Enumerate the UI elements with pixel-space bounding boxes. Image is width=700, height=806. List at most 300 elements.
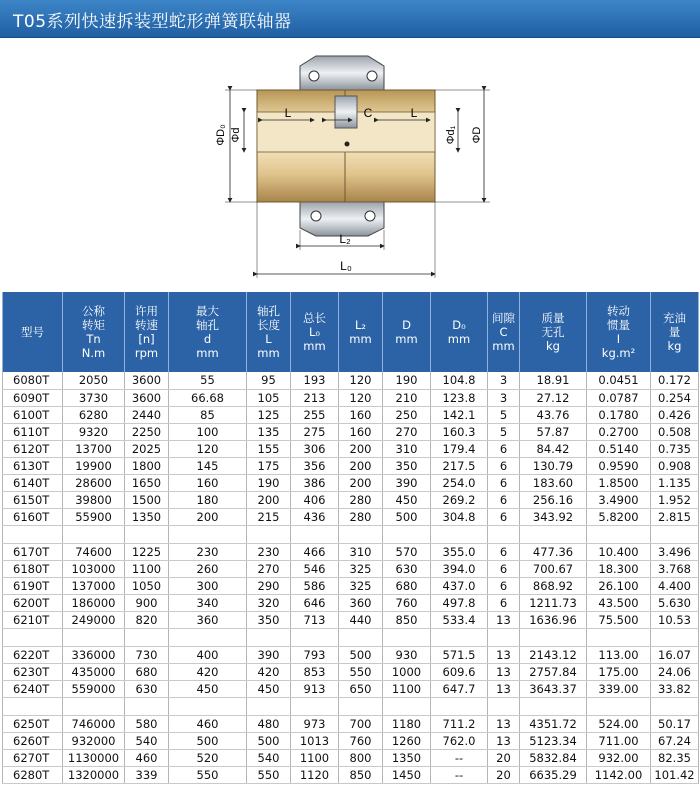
column-header-line: mm: [492, 339, 515, 353]
table-cell: 435000: [63, 663, 125, 680]
column-header-line: D₀: [452, 318, 466, 332]
spacer-cell: [651, 697, 699, 715]
table-cell: 647.7: [431, 680, 488, 697]
spacer-cell: [169, 697, 247, 715]
table-cell: 6: [488, 577, 520, 594]
table-cell: 2250: [125, 423, 169, 440]
table-cell: 868.92: [520, 577, 587, 594]
table-cell: 350: [247, 611, 291, 628]
table-cell: 793: [291, 646, 339, 663]
table-row: [3, 508, 699, 525]
table-cell: 9320: [63, 423, 125, 440]
table-cell: 609.6: [431, 663, 488, 680]
table-cell: 1260: [383, 732, 431, 749]
table-cell: 0.426: [651, 406, 699, 423]
column-header-line: 轴孔: [257, 304, 280, 318]
model-cell: 6220T: [3, 646, 63, 663]
table-cell: 210: [383, 389, 431, 406]
table-cell: 3600: [125, 389, 169, 406]
column-header-line: mm: [395, 332, 418, 346]
group-spacer-row: [3, 628, 699, 646]
table-cell: 540: [125, 732, 169, 749]
table-row: [3, 749, 699, 766]
table-cell: 3.768: [651, 560, 699, 577]
table-cell: 155: [247, 440, 291, 457]
table-cell: 183.60: [520, 474, 587, 491]
table-cell: 320: [247, 594, 291, 611]
spacer-cell: [488, 697, 520, 715]
model-cell: 6260T: [3, 732, 63, 749]
column-header-line: D: [402, 318, 411, 332]
table-cell: 343.92: [520, 508, 587, 525]
table-row: [3, 474, 699, 491]
spacer-cell: [291, 697, 339, 715]
column-header-line: 转矩: [82, 318, 105, 332]
table-cell: 0.508: [651, 423, 699, 440]
table-cell: 55900: [63, 508, 125, 525]
table-cell: 460: [169, 715, 247, 732]
table-cell: 57.87: [520, 423, 587, 440]
table-cell: 540: [247, 749, 291, 766]
table-cell: 524.00: [587, 715, 651, 732]
spacer-cell: [488, 525, 520, 543]
dim-label-l-left: L: [284, 106, 292, 120]
spacer-cell: [63, 697, 125, 715]
model-cell: 6130T: [3, 457, 63, 474]
table-cell: 580: [125, 715, 169, 732]
table-cell: 0.9590: [587, 457, 651, 474]
table-cell: 1130000: [63, 749, 125, 766]
column-header: [169, 292, 247, 372]
table-cell: 1800: [125, 457, 169, 474]
table-cell: 713: [291, 611, 339, 628]
table-cell: 0.1780: [587, 406, 651, 423]
table-cell: 123.8: [431, 389, 488, 406]
column-header-line: [n]: [138, 332, 155, 346]
table-cell: 762.0: [431, 732, 488, 749]
table-cell: 500: [169, 732, 247, 749]
column-header-line: 无孔: [541, 325, 565, 339]
table-cell: 0.735: [651, 440, 699, 457]
bolt-bottom-left: [311, 211, 321, 221]
spacer-cell: [125, 697, 169, 715]
table-cell: 450: [247, 680, 291, 697]
column-header-line: mm: [196, 346, 219, 360]
table-cell: 1500: [125, 491, 169, 508]
table-cell: 74600: [63, 543, 125, 560]
table-cell: 5.8200: [587, 508, 651, 525]
table-cell: 310: [339, 543, 383, 560]
table-cell: 1013: [291, 732, 339, 749]
table-cell: 85: [169, 406, 247, 423]
table-cell: 853: [291, 663, 339, 680]
column-header-line: 转动: [607, 304, 630, 318]
dim-label-d0: ΦD₀: [215, 124, 227, 146]
table-cell: 6: [488, 543, 520, 560]
table-cell: --: [431, 749, 488, 766]
table-cell: 0.5140: [587, 440, 651, 457]
table-cell: 360: [339, 594, 383, 611]
table-cell: 1100: [383, 680, 431, 697]
table-cell: 249000: [63, 611, 125, 628]
table-cell: 39800: [63, 491, 125, 508]
table-cell: 13: [488, 732, 520, 749]
table-cell: 10.400: [587, 543, 651, 560]
table-cell: 630: [125, 680, 169, 697]
table-cell: 3730: [63, 389, 125, 406]
table-cell: 1.952: [651, 491, 699, 508]
model-cell: 6250T: [3, 715, 63, 732]
table-cell: 533.4: [431, 611, 488, 628]
table-cell: 386: [291, 474, 339, 491]
table-cell: 0.908: [651, 457, 699, 474]
table-cell: 230: [247, 543, 291, 560]
table-cell: 356: [291, 457, 339, 474]
column-header-line: 最大: [196, 304, 219, 318]
table-cell: 680: [125, 663, 169, 680]
table-cell: 5.630: [651, 594, 699, 611]
table-cell: 700.67: [520, 560, 587, 577]
table-row: [3, 423, 699, 440]
table-cell: 6635.29: [520, 766, 587, 783]
table-cell: 850: [383, 611, 431, 628]
table-cell: 179.4: [431, 440, 488, 457]
table-row: [3, 663, 699, 680]
table-cell: 700: [339, 715, 383, 732]
spacer-cell: [169, 525, 247, 543]
table-cell: 466: [291, 543, 339, 560]
table-cell: 230: [169, 543, 247, 560]
page-title: T05系列快速拆装型蛇形弹簧联轴器: [13, 12, 292, 32]
table-cell: 650: [339, 680, 383, 697]
table-cell: 2143.12: [520, 646, 587, 663]
table-cell: 13: [488, 663, 520, 680]
table-row: [3, 732, 699, 749]
table-cell: 339.00: [587, 680, 651, 697]
table-cell: 500: [383, 508, 431, 525]
model-cell: 6190T: [3, 577, 63, 594]
table-row: [3, 611, 699, 628]
table-cell: 200: [339, 457, 383, 474]
table-cell: 120: [339, 372, 383, 389]
table-cell: 480: [247, 715, 291, 732]
table-cell: 125: [247, 406, 291, 423]
table-cell: 6: [488, 560, 520, 577]
table-cell: 18.91: [520, 372, 587, 389]
table-cell: 746000: [63, 715, 125, 732]
spacer-cell: [291, 525, 339, 543]
table-cell: 420: [247, 663, 291, 680]
table-cell: 269.2: [431, 491, 488, 508]
column-header-line: kg: [667, 339, 682, 353]
table-row: [3, 406, 699, 423]
table-cell: 680: [383, 577, 431, 594]
table-cell: 6: [488, 440, 520, 457]
table-cell: 350: [383, 457, 431, 474]
table-row: [3, 440, 699, 457]
table-cell: 120: [169, 440, 247, 457]
spacer-cell: [651, 628, 699, 646]
model-cell: 6150T: [3, 491, 63, 508]
table-cell: 6: [488, 491, 520, 508]
table-cell: 1350: [125, 508, 169, 525]
table-cell: 5832.84: [520, 749, 587, 766]
table-cell: 5123.34: [520, 732, 587, 749]
table-cell: 16.07: [651, 646, 699, 663]
spacer-cell: [63, 628, 125, 646]
table-cell: 360: [169, 611, 247, 628]
spacer-cell: [247, 628, 291, 646]
table-cell: 13: [488, 611, 520, 628]
column-header: [3, 292, 63, 372]
table-cell: 1180: [383, 715, 431, 732]
model-cell: 6110T: [3, 423, 63, 440]
table-cell: 120: [339, 389, 383, 406]
table-cell: 103000: [63, 560, 125, 577]
column-header-line: mm: [349, 332, 372, 346]
table-row: [3, 543, 699, 560]
spec-table: [2, 292, 699, 784]
column-header: [125, 292, 169, 372]
spacer-cell: [587, 525, 651, 543]
table-cell: 10.53: [651, 611, 699, 628]
table-cell: 95: [247, 372, 291, 389]
table-cell: 186000: [63, 594, 125, 611]
spacer-cell: [125, 525, 169, 543]
column-header-line: Tn: [86, 332, 101, 346]
spacer-cell: [169, 628, 247, 646]
column-header-line: 充油: [663, 311, 686, 325]
spacer-cell: [520, 628, 587, 646]
column-header: [431, 292, 488, 372]
table-cell: 100: [169, 423, 247, 440]
spacer-cell: [339, 697, 383, 715]
spacer-cell: [587, 628, 651, 646]
spacer-cell: [247, 697, 291, 715]
table-cell: 440: [339, 611, 383, 628]
column-header-line: I: [616, 332, 621, 346]
table-cell: 0.2700: [587, 423, 651, 440]
table-cell: 2757.84: [520, 663, 587, 680]
column-header: [651, 292, 699, 372]
table-cell: 336000: [63, 646, 125, 663]
table-cell: 160: [339, 406, 383, 423]
table-cell: 101.42: [651, 766, 699, 783]
table-cell: 550: [339, 663, 383, 680]
column-header-line: 转速: [135, 318, 158, 332]
table-cell: 930: [383, 646, 431, 663]
table-cell: 3.4900: [587, 491, 651, 508]
column-header-line: 间隙: [492, 311, 515, 325]
table-cell: 0.254: [651, 389, 699, 406]
grid-spring: [335, 96, 357, 128]
table-cell: 13: [488, 646, 520, 663]
table-cell: 390: [383, 474, 431, 491]
spacer-cell: [383, 525, 431, 543]
table-cell: 1320000: [63, 766, 125, 783]
table-cell: 113.00: [587, 646, 651, 663]
table-cell: 300: [169, 577, 247, 594]
table-row: [3, 560, 699, 577]
table-cell: 55: [169, 372, 247, 389]
spacer-cell: [520, 697, 587, 715]
column-header: [291, 292, 339, 372]
spacer-cell: [247, 525, 291, 543]
coupling-drawing: [0, 38, 700, 290]
table-cell: 932.00: [587, 749, 651, 766]
table-cell: 24.06: [651, 663, 699, 680]
table-cell: 1211.73: [520, 594, 587, 611]
table-cell: 2025: [125, 440, 169, 457]
column-header: [587, 292, 651, 372]
table-row: [3, 577, 699, 594]
table-cell: 477.36: [520, 543, 587, 560]
table-cell: 215: [247, 508, 291, 525]
table-cell: 497.8: [431, 594, 488, 611]
column-header: [63, 292, 125, 372]
model-cell: 6200T: [3, 594, 63, 611]
table-cell: 436: [291, 508, 339, 525]
dim-label-D: ΦD: [471, 126, 483, 144]
table-cell: 256.16: [520, 491, 587, 508]
table-cell: 1100: [125, 560, 169, 577]
column-header-line: 型号: [21, 325, 44, 339]
table-cell: 270: [247, 560, 291, 577]
table-cell: 973: [291, 715, 339, 732]
column-header: [247, 292, 291, 372]
dim-label-c: C: [363, 106, 373, 120]
spacer-cell: [339, 525, 383, 543]
column-header-line: 长度: [257, 318, 280, 332]
table-cell: 0.0451: [587, 372, 651, 389]
table-cell: 1100: [291, 749, 339, 766]
column-header-line: rpm: [134, 346, 159, 360]
spacer-cell: [431, 697, 488, 715]
column-header-line: L₀: [308, 325, 321, 339]
column-header-line: mm: [257, 346, 280, 360]
column-header-line: mm: [447, 332, 471, 346]
table-row: [3, 457, 699, 474]
table-row: [3, 680, 699, 697]
column-header: [488, 292, 520, 372]
column-header: [383, 292, 431, 372]
model-cell: 6120T: [3, 440, 63, 457]
spacer-cell: [651, 525, 699, 543]
table-cell: 0.0787: [587, 389, 651, 406]
table-cell: 75.500: [587, 611, 651, 628]
table-cell: 130.79: [520, 457, 587, 474]
spacer-cell: [63, 525, 125, 543]
table-cell: 280: [339, 508, 383, 525]
table-cell: 850: [339, 766, 383, 783]
table-cell: 190: [247, 474, 291, 491]
table-cell: 27.12: [520, 389, 587, 406]
table-cell: 550: [247, 766, 291, 783]
table-cell: 2050: [63, 372, 125, 389]
table-cell: 260: [169, 560, 247, 577]
model-cell: 6280T: [3, 766, 63, 783]
table-cell: 437.0: [431, 577, 488, 594]
table-cell: 180: [169, 491, 247, 508]
table-cell: 142.1: [431, 406, 488, 423]
table-cell: 3.496: [651, 543, 699, 560]
table-cell: 280: [339, 491, 383, 508]
table-cell: 325: [339, 560, 383, 577]
table-cell: 546: [291, 560, 339, 577]
table-cell: 310: [383, 440, 431, 457]
column-header-line: kg.m²: [601, 346, 636, 360]
table-row: [3, 372, 699, 389]
column-header-line: 量: [668, 325, 681, 339]
table-cell: 1636.96: [520, 611, 587, 628]
table-cell: 406: [291, 491, 339, 508]
table-cell: 1142.00: [587, 766, 651, 783]
spacer-cell: [125, 628, 169, 646]
table-cell: 20: [488, 749, 520, 766]
table-cell: 104.8: [431, 372, 488, 389]
table-cell: 3600: [125, 372, 169, 389]
model-cell: 6140T: [3, 474, 63, 491]
table-cell: 1650: [125, 474, 169, 491]
model-cell: 6210T: [3, 611, 63, 628]
table-row: [3, 646, 699, 663]
table-cell: 67.24: [651, 732, 699, 749]
table-cell: 394.0: [431, 560, 488, 577]
group-spacer-row: [3, 525, 699, 543]
table-cell: 160: [169, 474, 247, 491]
table-cell: 217.5: [431, 457, 488, 474]
table-cell: 275: [291, 423, 339, 440]
column-header-line: d: [203, 332, 212, 346]
table-cell: 6: [488, 508, 520, 525]
table-cell: 33.82: [651, 680, 699, 697]
table-cell: 5: [488, 423, 520, 440]
table-cell: 550: [169, 766, 247, 783]
column-header-line: mm: [303, 339, 326, 353]
table-cell: 28600: [63, 474, 125, 491]
table-cell: 19900: [63, 457, 125, 474]
table-cell: 3: [488, 389, 520, 406]
model-cell: 6240T: [3, 680, 63, 697]
spacer-cell: [3, 628, 63, 646]
table-cell: 50.17: [651, 715, 699, 732]
table-cell: 137000: [63, 577, 125, 594]
bolt-top-left: [309, 71, 319, 81]
table-cell: 450: [169, 680, 247, 697]
table-cell: 6: [488, 474, 520, 491]
title-bar: [0, 0, 700, 38]
table-row: [3, 491, 699, 508]
table-cell: 20: [488, 766, 520, 783]
table-cell: 571.5: [431, 646, 488, 663]
table-cell: 270: [383, 423, 431, 440]
table-cell: 390: [247, 646, 291, 663]
spacer-cell: [383, 628, 431, 646]
column-header-line: L: [265, 332, 272, 346]
table-cell: 913: [291, 680, 339, 697]
table-cell: 145: [169, 457, 247, 474]
table-cell: 43.500: [587, 594, 651, 611]
table-cell: 6280: [63, 406, 125, 423]
table-cell: 460: [125, 749, 169, 766]
table-cell: 800: [339, 749, 383, 766]
table-cell: 82.35: [651, 749, 699, 766]
spacer-cell: [291, 628, 339, 646]
table-cell: 193: [291, 372, 339, 389]
table-cell: 520: [169, 749, 247, 766]
table-cell: 26.100: [587, 577, 651, 594]
table-cell: 200: [247, 491, 291, 508]
